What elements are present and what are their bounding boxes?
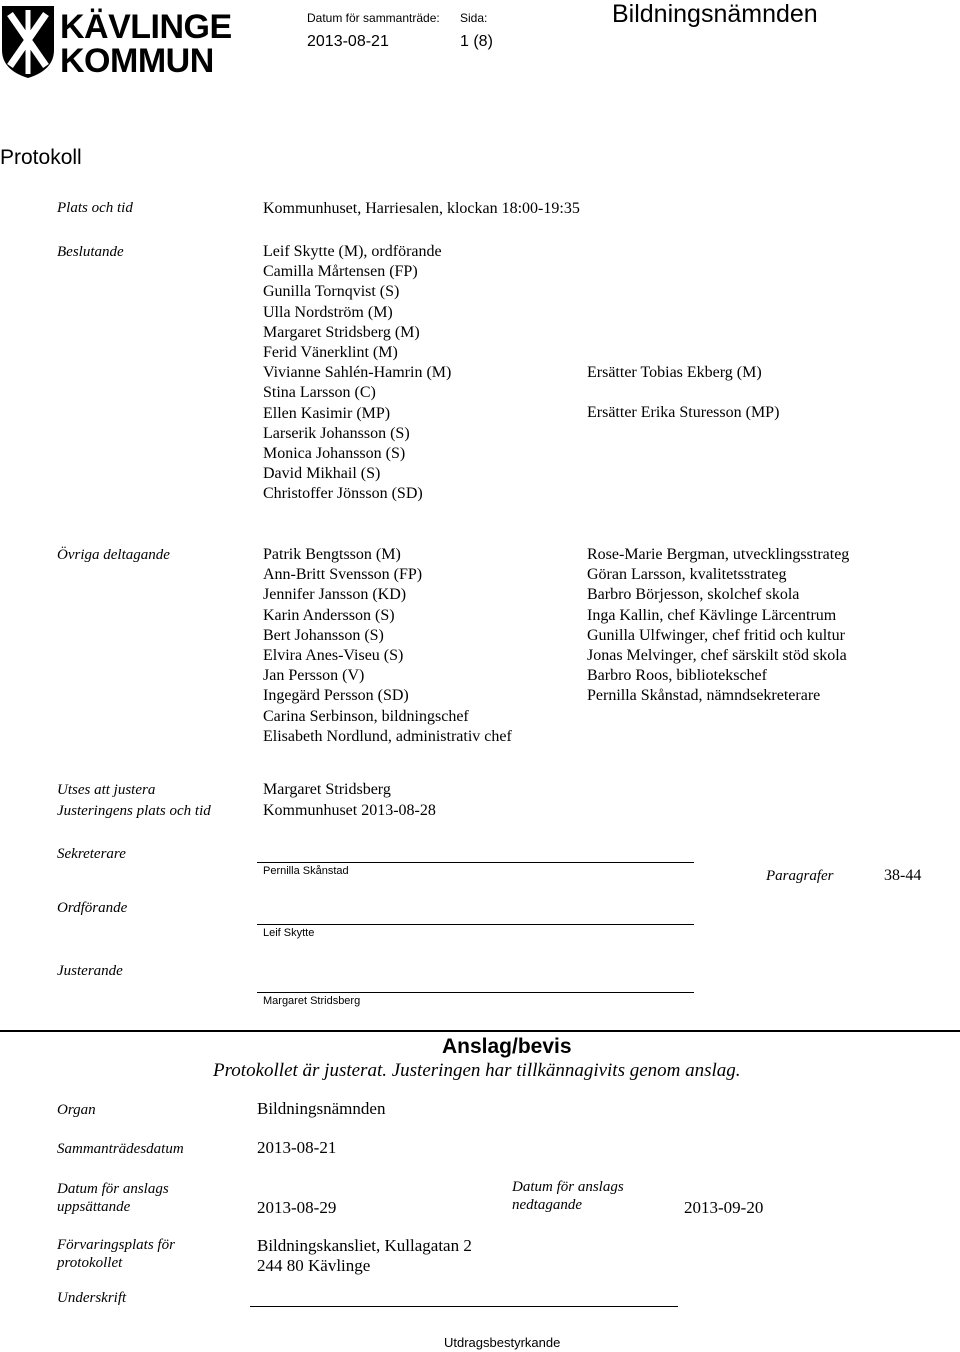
checker-label: Utses att justera bbox=[57, 782, 156, 798]
posted-date-value: 2013-08-29 bbox=[257, 1198, 337, 1217]
organ-label: Organ bbox=[57, 1102, 96, 1118]
removed-label-line-1: Datum för anslags bbox=[512, 1179, 624, 1195]
list-item: Jonas Melvinger, chef särskilt stöd skola bbox=[587, 646, 847, 664]
document-title: Protokoll bbox=[0, 146, 82, 169]
storage-address-line-2: 244 80 Kävlinge bbox=[257, 1256, 371, 1275]
committee-title: Bildningsnämnden bbox=[612, 0, 818, 28]
list-item: Ferid Vänerklint (M) bbox=[263, 343, 398, 361]
meeting-date-label: Datum för sammanträde: bbox=[307, 11, 440, 25]
paragraphs-value: 38-44 bbox=[884, 867, 922, 884]
chair-label: Ordförande bbox=[57, 900, 128, 916]
storage-label-line-2: protokollet bbox=[57, 1255, 123, 1271]
certification-footer: Utdragsbestyrkande bbox=[444, 1335, 561, 1350]
list-item: Rose-Marie Bergman, utvecklingsstrateg bbox=[587, 546, 850, 563]
list-item: Ulla Nordström (M) bbox=[263, 303, 393, 321]
removed-date-value: 2013-09-20 bbox=[684, 1198, 764, 1217]
list-item: Barbro Börjesson, skolchef skola bbox=[587, 586, 800, 604]
section-divider bbox=[0, 1030, 960, 1032]
list-item: Ellen Kasimir (MP) bbox=[263, 404, 391, 422]
logo-line-1: KÄVLINGE bbox=[60, 8, 232, 46]
secretary-signature-line[interactable] bbox=[257, 862, 694, 863]
logo-wordmark bbox=[60, 10, 232, 78]
posted-label-line-1: Datum för anslags bbox=[57, 1181, 169, 1197]
adjust-place-label: Justeringens plats och tid bbox=[57, 803, 211, 819]
other-participants-left bbox=[263, 545, 512, 747]
checker-value: Margaret Stridsberg bbox=[263, 781, 391, 798]
substitute-note-1: Ersätter Tobias Ekberg (M) bbox=[587, 364, 762, 381]
list-item: Jennifer Jansson (KD) bbox=[263, 586, 407, 604]
list-item: Carina Serbinson, bildningschef bbox=[263, 707, 469, 725]
chair-signature-line[interactable] bbox=[257, 924, 694, 925]
meeting-date-notice-value: 2013-08-21 bbox=[257, 1138, 337, 1157]
decision-makers-label: Beslutande bbox=[57, 244, 124, 260]
list-item: Bert Johansson (S) bbox=[263, 626, 384, 644]
substitute-note-2: Ersätter Erika Sturesson (MP) bbox=[587, 404, 780, 421]
list-item: Ann-Britt Svensson (FP) bbox=[263, 566, 423, 584]
place-label: Plats och tid bbox=[57, 200, 133, 216]
adjuster-signature-line[interactable] bbox=[257, 992, 694, 993]
list-item: Christoffer Jönsson (SD) bbox=[263, 485, 423, 503]
removed-label-line-2: nedtagande bbox=[512, 1197, 582, 1213]
storage-address-line-1: Bildningskansliet, Kullagatan 2 bbox=[257, 1236, 472, 1255]
decision-makers-list bbox=[263, 242, 451, 504]
paragraphs-label: Paragrafer bbox=[766, 868, 834, 884]
list-item: Jan Persson (V) bbox=[263, 667, 365, 685]
list-item: David Mikhail (S) bbox=[263, 465, 381, 483]
other-participants-right bbox=[587, 545, 849, 707]
secretary-label: Sekreterare bbox=[57, 846, 126, 862]
list-item: Pernilla Skånstad, nämndsekreterare bbox=[587, 687, 821, 705]
kavlinge-kommun-logo bbox=[0, 4, 232, 80]
signature-label: Underskrift bbox=[57, 1290, 127, 1306]
secretary-name: Pernilla Skånstad bbox=[263, 865, 349, 877]
other-participants-label: Övriga deltagande bbox=[57, 547, 170, 563]
list-item: Elisabeth Nordlund, administrativ chef bbox=[263, 727, 512, 745]
adjuster-name: Margaret Stridsberg bbox=[263, 995, 361, 1007]
list-item: Stina Larsson (C) bbox=[263, 384, 376, 402]
list-item: Inga Kallin, chef Kävlinge Lärcentrum bbox=[587, 606, 837, 624]
list-item: Göran Larsson, kvalitetsstrateg bbox=[587, 566, 787, 584]
list-item: Larserik Johansson (S) bbox=[263, 424, 410, 442]
coat-of-arms-icon bbox=[0, 4, 56, 80]
list-item: Barbro Roos, bibliotekschef bbox=[587, 667, 767, 685]
notice-signature-line[interactable] bbox=[250, 1306, 678, 1307]
list-item: Margaret Stridsberg (M) bbox=[263, 323, 420, 341]
notice-subtitle: Protokollet är justerat. Justeringen har tillkännagivits genom anslag. bbox=[213, 1060, 741, 1081]
chair-name: Leif Skytte bbox=[263, 927, 315, 939]
adjust-place-value: Kommunhuset 2013-08-28 bbox=[263, 802, 436, 819]
list-item: Elvira Anes-Viseu (S) bbox=[263, 646, 404, 664]
list-item: Ingegärd Persson (SD) bbox=[263, 687, 409, 705]
page-value: 1 (8) bbox=[460, 33, 493, 50]
list-item: Patrik Bengtsson (M) bbox=[263, 546, 401, 563]
list-item: Monica Johansson (S) bbox=[263, 444, 406, 462]
notice-title: Anslag/bevis bbox=[442, 1035, 572, 1058]
list-item: Gunilla Ulfwinger, chef fritid och kultur bbox=[587, 626, 845, 644]
list-item: Camilla Mårtensen (FP) bbox=[263, 263, 418, 281]
list-item: Karin Andersson (S) bbox=[263, 606, 395, 624]
storage-label-line-1: Förvaringsplats för bbox=[57, 1237, 175, 1253]
meeting-date-value: 2013-08-21 bbox=[307, 33, 389, 50]
adjuster-label: Justerande bbox=[57, 963, 123, 979]
logo-line-2: KOMMUN bbox=[60, 42, 214, 80]
organ-value: Bildningsnämnden bbox=[257, 1099, 386, 1118]
place-value: Kommunhuset, Harriesalen, klockan 18:00-19:35 bbox=[263, 200, 580, 217]
posted-label-line-2: uppsättande bbox=[57, 1199, 131, 1215]
page-label: Sida: bbox=[460, 11, 488, 25]
list-item: Gunilla Tornqvist (S) bbox=[263, 283, 400, 301]
list-item: Leif Skytte (M), ordförande bbox=[263, 243, 442, 260]
meeting-date-notice-label: Sammanträdesdatum bbox=[57, 1141, 184, 1157]
list-item: Vivianne Sahlén-Hamrin (M) bbox=[263, 364, 452, 382]
